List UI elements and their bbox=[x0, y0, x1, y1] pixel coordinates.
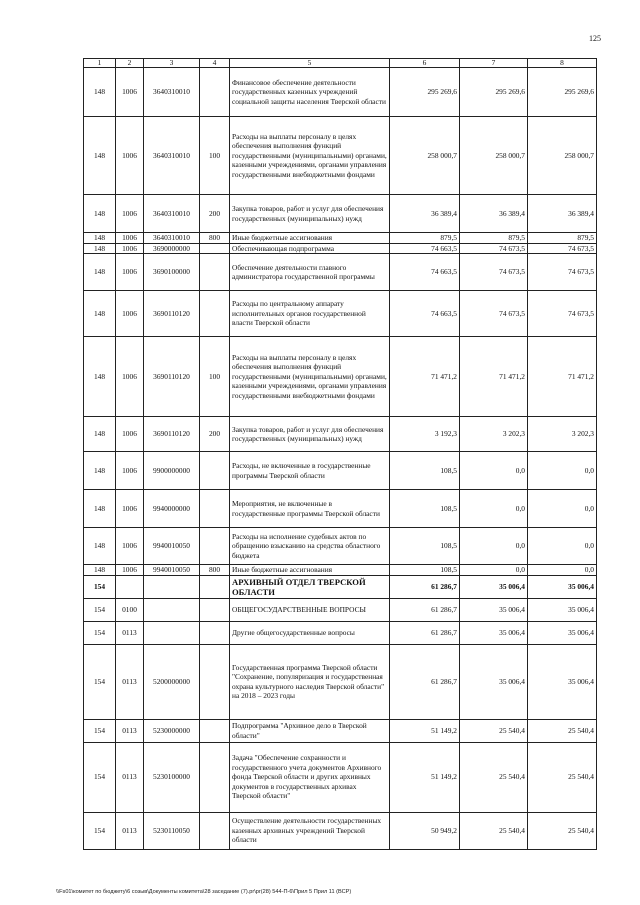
subsection-code-cell: 0113 bbox=[116, 644, 144, 719]
description-cell: Иные бюджетные ассигнования bbox=[230, 233, 390, 244]
section-code-cell: 154 bbox=[84, 598, 116, 621]
amount-year-2-cell: 25 540,4 bbox=[460, 812, 528, 849]
description-cell: Обеспечение деятельности главного администратора государственной программы bbox=[230, 254, 390, 291]
section-code-cell: 148 bbox=[84, 243, 116, 254]
amount-year-3-cell: 295 269,6 bbox=[528, 68, 597, 117]
expense-type-code-cell bbox=[200, 528, 230, 565]
header-cell: 6 bbox=[390, 59, 460, 68]
table-row bbox=[84, 575, 597, 598]
target-article-code-cell bbox=[144, 598, 200, 621]
description-cell: Расходы на выплаты персоналу в целях обеспечения выполнения функций государственными (муниципальными) органами, казенными учреждениями, органами управления государственными внебюджетными фондами bbox=[230, 117, 390, 195]
amount-year-1-cell: 108,5 bbox=[390, 452, 460, 490]
description-cell: АРХИВНЫЙ ОТДЕЛ ТВЕРСКОЙ ОБЛАСТИ bbox=[230, 575, 390, 598]
target-article-code-cell: 3690110120 bbox=[144, 337, 200, 417]
header-cell: 8 bbox=[528, 59, 597, 68]
amount-year-2-cell: 3 202,3 bbox=[460, 417, 528, 452]
target-article-code-cell: 5230000000 bbox=[144, 719, 200, 742]
expense-type-code-cell bbox=[200, 812, 230, 849]
amount-year-2-cell: 879,5 bbox=[460, 233, 528, 244]
section-code-cell: 148 bbox=[84, 565, 116, 576]
amount-year-1-cell: 50 949,2 bbox=[390, 812, 460, 849]
expense-type-code-cell bbox=[200, 644, 230, 719]
amount-year-2-cell: 0,0 bbox=[460, 565, 528, 576]
subsection-code-cell: 1006 bbox=[116, 452, 144, 490]
section-code-cell: 154 bbox=[84, 812, 116, 849]
expense-type-code-cell bbox=[200, 490, 230, 528]
section-code-cell: 148 bbox=[84, 254, 116, 291]
amount-year-1-cell: 295 269,6 bbox=[390, 68, 460, 117]
section-code-cell: 154 bbox=[84, 644, 116, 719]
subsection-code-cell: 1006 bbox=[116, 528, 144, 565]
table-row bbox=[84, 337, 597, 417]
table-row bbox=[84, 644, 597, 719]
amount-year-1-cell: 36 389,4 bbox=[390, 195, 460, 233]
target-article-code-cell: 3640310010 bbox=[144, 117, 200, 195]
target-article-code-cell: 5230100000 bbox=[144, 742, 200, 812]
target-article-code-cell: 5230110050 bbox=[144, 812, 200, 849]
description-cell: Государственная программа Тверской области "Сохранение, популяризация и государственная охрана культурного наследия Тверской области" на 2018 – 2023 годы bbox=[230, 644, 390, 719]
subsection-code-cell: 1006 bbox=[116, 233, 144, 244]
table-row bbox=[84, 417, 597, 452]
amount-year-2-cell: 25 540,4 bbox=[460, 719, 528, 742]
expense-type-code-cell: 800 bbox=[200, 565, 230, 576]
amount-year-3-cell: 0,0 bbox=[528, 452, 597, 490]
amount-year-3-cell: 35 006,4 bbox=[528, 644, 597, 719]
subsection-code-cell: 0113 bbox=[116, 719, 144, 742]
amount-year-3-cell: 74 673,5 bbox=[528, 291, 597, 337]
table-row bbox=[84, 598, 597, 621]
amount-year-2-cell: 74 673,5 bbox=[460, 254, 528, 291]
table-row bbox=[84, 291, 597, 337]
section-code-cell: 148 bbox=[84, 68, 116, 117]
amount-year-3-cell: 74 673,5 bbox=[528, 243, 597, 254]
target-article-code-cell: 5200000000 bbox=[144, 644, 200, 719]
target-article-code-cell bbox=[144, 575, 200, 598]
table-body bbox=[84, 68, 597, 850]
section-code-cell: 148 bbox=[84, 528, 116, 565]
subsection-code-cell: 0100 bbox=[116, 598, 144, 621]
subsection-code-cell: 1006 bbox=[116, 254, 144, 291]
description-cell: Расходы, не включенные в государственные программы Тверской области bbox=[230, 452, 390, 490]
table-row bbox=[84, 68, 597, 117]
section-code-cell: 154 bbox=[84, 719, 116, 742]
target-article-code-cell: 3690100000 bbox=[144, 254, 200, 291]
table-row bbox=[84, 719, 597, 742]
amount-year-1-cell: 71 471,2 bbox=[390, 337, 460, 417]
subsection-code-cell: 1006 bbox=[116, 68, 144, 117]
description-cell: Задача "Обеспечение сохранности и государственного учета документов Архивного фонда Тверской области и других архивных документов в государственных архивах Тверской области" bbox=[230, 742, 390, 812]
subsection-code-cell: 1006 bbox=[116, 417, 144, 452]
amount-year-1-cell: 258 000,7 bbox=[390, 117, 460, 195]
amount-year-2-cell: 35 006,4 bbox=[460, 644, 528, 719]
amount-year-1-cell: 61 286,7 bbox=[390, 644, 460, 719]
description-cell: Закупка товаров, работ и услуг для обеспечения государственных (муниципальных) нужд bbox=[230, 417, 390, 452]
amount-year-2-cell: 25 540,4 bbox=[460, 742, 528, 812]
expense-type-code-cell bbox=[200, 598, 230, 621]
subsection-code-cell bbox=[116, 575, 144, 598]
target-article-code-cell: 9940000000 bbox=[144, 490, 200, 528]
amount-year-1-cell: 61 286,7 bbox=[390, 598, 460, 621]
amount-year-2-cell: 0,0 bbox=[460, 452, 528, 490]
subsection-code-cell: 0113 bbox=[116, 812, 144, 849]
section-code-cell: 148 bbox=[84, 195, 116, 233]
header-cell: 4 bbox=[200, 59, 230, 68]
header-cell: 7 bbox=[460, 59, 528, 68]
amount-year-3-cell: 74 673,5 bbox=[528, 254, 597, 291]
target-article-code-cell: 9940010050 bbox=[144, 528, 200, 565]
subsection-code-cell: 1006 bbox=[116, 195, 144, 233]
amount-year-1-cell: 61 286,7 bbox=[390, 621, 460, 644]
amount-year-3-cell: 35 006,4 bbox=[528, 598, 597, 621]
budget-table bbox=[83, 58, 597, 850]
page-number: 125 bbox=[589, 34, 601, 43]
amount-year-2-cell: 74 673,5 bbox=[460, 291, 528, 337]
amount-year-1-cell: 61 286,7 bbox=[390, 575, 460, 598]
table-row bbox=[84, 565, 597, 576]
amount-year-3-cell: 35 006,4 bbox=[528, 575, 597, 598]
amount-year-3-cell: 25 540,4 bbox=[528, 742, 597, 812]
table-row bbox=[84, 452, 597, 490]
section-code-cell: 148 bbox=[84, 233, 116, 244]
expense-type-code-cell: 200 bbox=[200, 417, 230, 452]
amount-year-2-cell: 71 471,2 bbox=[460, 337, 528, 417]
expense-type-code-cell: 100 bbox=[200, 337, 230, 417]
table-row bbox=[84, 742, 597, 812]
amount-year-3-cell: 35 006,4 bbox=[528, 621, 597, 644]
expense-type-code-cell: 800 bbox=[200, 233, 230, 244]
amount-year-3-cell: 879,5 bbox=[528, 233, 597, 244]
target-article-code-cell: 3690110120 bbox=[144, 291, 200, 337]
description-cell: Иные бюджетные ассигнования bbox=[230, 565, 390, 576]
table-row bbox=[84, 812, 597, 849]
table-row bbox=[84, 243, 597, 254]
description-cell: Расходы по центральному аппарату исполнительных органов государственной власти Тверской области bbox=[230, 291, 390, 337]
expense-type-code-cell bbox=[200, 452, 230, 490]
subsection-code-cell: 1006 bbox=[116, 291, 144, 337]
amount-year-1-cell: 108,5 bbox=[390, 490, 460, 528]
subsection-code-cell: 1006 bbox=[116, 337, 144, 417]
section-code-cell: 154 bbox=[84, 621, 116, 644]
amount-year-3-cell: 3 202,3 bbox=[528, 417, 597, 452]
amount-year-2-cell: 0,0 bbox=[460, 528, 528, 565]
section-code-cell: 148 bbox=[84, 337, 116, 417]
subsection-code-cell: 1006 bbox=[116, 565, 144, 576]
target-article-code-cell: 3690000000 bbox=[144, 243, 200, 254]
section-code-cell: 148 bbox=[84, 452, 116, 490]
amount-year-1-cell: 51 149,2 bbox=[390, 719, 460, 742]
expense-type-code-cell: 200 bbox=[200, 195, 230, 233]
description-cell: Финансовое обеспечение деятельности государственных казенных учреждений социальной защиты населения Тверской области bbox=[230, 68, 390, 117]
subsection-code-cell: 0113 bbox=[116, 742, 144, 812]
amount-year-2-cell: 35 006,4 bbox=[460, 621, 528, 644]
description-cell: ОБЩЕГОСУДАРСТВЕННЫЕ ВОПРОСЫ bbox=[230, 598, 390, 621]
table-row bbox=[84, 195, 597, 233]
section-code-cell: 154 bbox=[84, 742, 116, 812]
description-cell: Закупка товаров, работ и услуг для обеспечения государственных (муниципальных) нужд bbox=[230, 195, 390, 233]
header-cell: 3 bbox=[144, 59, 200, 68]
amount-year-3-cell: 36 389,4 bbox=[528, 195, 597, 233]
amount-year-2-cell: 74 673,5 bbox=[460, 243, 528, 254]
expense-type-code-cell bbox=[200, 575, 230, 598]
description-cell: Подпрограмма "Архивное дело в Тверской области" bbox=[230, 719, 390, 742]
description-cell: Расходы на исполнение судебных актов по обращению взысканию на средства областного бюджета bbox=[230, 528, 390, 565]
subsection-code-cell: 0113 bbox=[116, 621, 144, 644]
description-cell: Другие общегосударственные вопросы bbox=[230, 621, 390, 644]
target-article-code-cell: 9940010050 bbox=[144, 565, 200, 576]
table-row bbox=[84, 233, 597, 244]
footer-file-path: \\Fs01\комитет по бюджету\6 созыв\Документы комитета\28 заседание (7).pr\pr(28) 544-П-6\Прил 5 Прил 11 (ВСР) bbox=[56, 889, 352, 895]
table-row bbox=[84, 117, 597, 195]
expense-type-code-cell: 100 bbox=[200, 117, 230, 195]
header-cell: 2 bbox=[116, 59, 144, 68]
amount-year-1-cell: 3 192,3 bbox=[390, 417, 460, 452]
section-code-cell: 148 bbox=[84, 417, 116, 452]
target-article-code-cell: 3690110120 bbox=[144, 417, 200, 452]
target-article-code-cell: 3640310010 bbox=[144, 195, 200, 233]
amount-year-2-cell: 258 000,7 bbox=[460, 117, 528, 195]
description-cell: Расходы на выплаты персоналу в целях обеспечения выполнения функций государственными (муниципальными) органами, казенными учреждениями, органами управления государственными внебюджетными фондами bbox=[230, 337, 390, 417]
table-row bbox=[84, 528, 597, 565]
description-cell: Мероприятия, не включенные в государственные программы Тверской области bbox=[230, 490, 390, 528]
amount-year-3-cell: 71 471,2 bbox=[528, 337, 597, 417]
table-row bbox=[84, 490, 597, 528]
header-cell: 5 bbox=[230, 59, 390, 68]
target-article-code-cell: 3640310010 bbox=[144, 233, 200, 244]
amount-year-2-cell: 35 006,4 bbox=[460, 575, 528, 598]
section-code-cell: 148 bbox=[84, 291, 116, 337]
table-row bbox=[84, 621, 597, 644]
amount-year-1-cell: 74 663,5 bbox=[390, 243, 460, 254]
expense-type-code-cell bbox=[200, 719, 230, 742]
description-cell: Обеспечивающая подпрограмма bbox=[230, 243, 390, 254]
target-article-code-cell: 3640310010 bbox=[144, 68, 200, 117]
amount-year-3-cell: 258 000,7 bbox=[528, 117, 597, 195]
amount-year-1-cell: 108,5 bbox=[390, 528, 460, 565]
amount-year-2-cell: 295 269,6 bbox=[460, 68, 528, 117]
amount-year-3-cell: 0,0 bbox=[528, 490, 597, 528]
amount-year-1-cell: 879,5 bbox=[390, 233, 460, 244]
subsection-code-cell: 1006 bbox=[116, 490, 144, 528]
amount-year-3-cell: 25 540,4 bbox=[528, 812, 597, 849]
expense-type-code-cell bbox=[200, 742, 230, 812]
target-article-code-cell: 9900000000 bbox=[144, 452, 200, 490]
header-cell: 1 bbox=[84, 59, 116, 68]
expense-type-code-cell bbox=[200, 68, 230, 117]
amount-year-1-cell: 51 149,2 bbox=[390, 742, 460, 812]
amount-year-2-cell: 35 006,4 bbox=[460, 598, 528, 621]
amount-year-2-cell: 36 389,4 bbox=[460, 195, 528, 233]
subsection-code-cell: 1006 bbox=[116, 117, 144, 195]
amount-year-3-cell: 0,0 bbox=[528, 528, 597, 565]
expense-type-code-cell bbox=[200, 621, 230, 644]
subsection-code-cell: 1006 bbox=[116, 243, 144, 254]
table-row bbox=[84, 254, 597, 291]
amount-year-3-cell: 0,0 bbox=[528, 565, 597, 576]
amount-year-3-cell: 25 540,4 bbox=[528, 719, 597, 742]
expense-type-code-cell bbox=[200, 291, 230, 337]
table-header-row bbox=[84, 59, 597, 68]
section-code-cell: 148 bbox=[84, 117, 116, 195]
amount-year-1-cell: 74 663,5 bbox=[390, 291, 460, 337]
expense-type-code-cell bbox=[200, 243, 230, 254]
amount-year-1-cell: 74 663,5 bbox=[390, 254, 460, 291]
description-cell: Осуществление деятельности государственных казенных архивных учреждений Тверской области bbox=[230, 812, 390, 849]
amount-year-2-cell: 0,0 bbox=[460, 490, 528, 528]
amount-year-1-cell: 108,5 bbox=[390, 565, 460, 576]
expense-type-code-cell bbox=[200, 254, 230, 291]
target-article-code-cell bbox=[144, 621, 200, 644]
section-code-cell: 154 bbox=[84, 575, 116, 598]
section-code-cell: 148 bbox=[84, 490, 116, 528]
